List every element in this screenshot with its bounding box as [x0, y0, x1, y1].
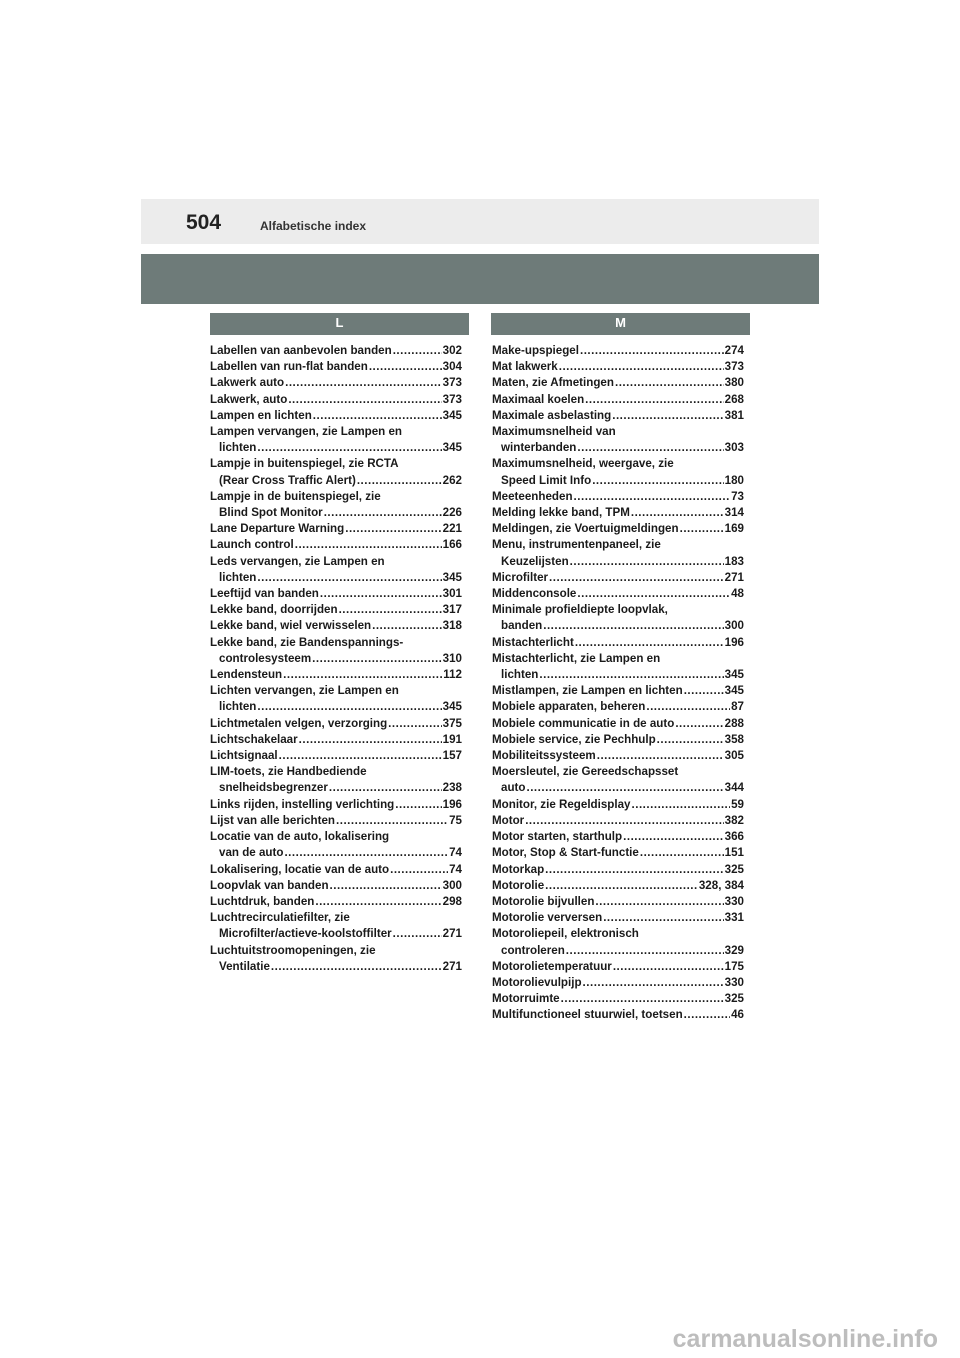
index-entry-page: 318	[442, 619, 462, 633]
index-entry-text: Mobiele apparaten, beheren	[492, 700, 646, 714]
index-entry-page: 300	[724, 619, 744, 633]
index-entry	[210, 894, 462, 910]
dot-leader	[395, 797, 441, 813]
index-entry	[492, 359, 744, 375]
index-entry-text: Monitor, zie Regeldisplay	[492, 797, 631, 811]
index-entry	[210, 635, 462, 667]
index-entry-heading: Mistachterlicht, zie Lampen en	[492, 651, 661, 665]
dot-leader	[675, 716, 723, 732]
index-entry-text: Motorolie bijvullen	[492, 894, 595, 908]
index-entry	[492, 456, 744, 488]
index-entry	[210, 943, 462, 975]
index-entry-text: snelheidsbegrenzer	[219, 781, 328, 795]
dot-leader	[369, 359, 442, 375]
dot-leader	[393, 926, 442, 942]
index-entry-page: 183	[724, 554, 744, 568]
index-entry-heading: Maximumsnelheid, weergave, zie	[492, 457, 674, 471]
dot-leader	[595, 894, 723, 910]
index-entry-text: Maximaal koelen	[492, 392, 585, 406]
index-entry-page: 48	[731, 587, 744, 601]
index-entry-text: auto	[501, 781, 526, 795]
index-entry	[492, 894, 744, 910]
index-entry	[210, 829, 462, 861]
index-entry-text: Lichtsignaal	[210, 749, 278, 763]
index-entry-page: 366	[724, 830, 744, 844]
dot-leader	[388, 716, 441, 732]
dot-leader	[561, 991, 724, 1007]
index-entry-text: Blind Spot Monitor	[219, 506, 323, 520]
index-entry	[210, 359, 462, 375]
index-entry-text: controleren	[501, 943, 565, 957]
dot-leader	[543, 618, 723, 634]
index-column-l	[210, 343, 462, 975]
index-entry-text: Motorolievulpijp	[492, 975, 582, 989]
index-entry-heading: Luchtuitstroomopeningen, zie	[210, 943, 376, 957]
index-entry	[210, 797, 462, 813]
index-entry-text: Lekke band, wiel verwisselen	[210, 619, 372, 633]
dot-leader	[632, 797, 731, 813]
decorative-band	[141, 254, 819, 304]
index-entry-page: 330	[724, 975, 744, 989]
index-entry	[492, 959, 744, 975]
index-entry-text: Labellen van aanbevolen banden	[210, 344, 392, 357]
index-entry-text: Maten, zie Afmetingen	[492, 376, 614, 390]
index-entry	[492, 926, 744, 958]
index-entry-text: Motorolie	[492, 878, 545, 892]
index-entry-page: 191	[442, 732, 462, 746]
dot-leader	[574, 489, 731, 505]
index-entry-page: 112	[443, 668, 462, 682]
index-entry-heading: Leds vervangen, zie Lampen en	[210, 554, 385, 568]
dot-leader	[257, 440, 441, 456]
page-number: 504	[186, 211, 222, 234]
dot-leader	[613, 959, 724, 975]
index-entry-page: 74	[449, 846, 462, 860]
dot-leader	[295, 537, 442, 553]
watermark: carmanualsonline.info	[672, 1325, 938, 1353]
index-entry-text: Ventilatie	[219, 959, 270, 973]
index-entry-heading: Locatie van de auto, lokalisering	[210, 830, 390, 844]
index-entry-heading: Menu, instrumentenpaneel, zie	[492, 538, 661, 552]
index-entry-page: 344	[724, 781, 744, 795]
index-entry	[210, 554, 462, 586]
index-entry-text: Motorolie verversen	[492, 911, 603, 925]
dot-leader	[330, 878, 442, 894]
index-entry	[210, 716, 462, 732]
dot-leader	[285, 375, 442, 391]
index-entry	[210, 602, 462, 618]
index-entry	[492, 1007, 744, 1023]
index-entry	[492, 408, 744, 424]
index-entry-page: 345	[724, 668, 744, 682]
dot-leader	[583, 975, 724, 991]
index-entry-page: 314	[724, 506, 744, 520]
index-entry-text: Keuzelijsten	[501, 554, 569, 568]
index-entry-page: 271	[442, 927, 462, 941]
index-entry-text: Lakwerk auto	[210, 376, 285, 390]
index-entry-text: Motorruimte	[492, 992, 560, 1006]
index-entry-text: Lampen en lichten	[210, 408, 312, 422]
index-entry	[210, 862, 462, 878]
index-entry-page: 325	[724, 992, 744, 1006]
dot-leader	[684, 1007, 730, 1023]
dot-leader	[603, 910, 723, 926]
dot-leader	[312, 651, 442, 667]
index-entry-page: 166	[442, 538, 462, 552]
dot-leader	[539, 667, 723, 683]
dot-leader	[390, 862, 448, 878]
dot-leader	[549, 570, 724, 586]
index-entry-page: 75	[449, 813, 462, 827]
index-entry-page: 268	[724, 392, 744, 406]
dot-leader	[283, 667, 442, 683]
index-entry-text: Lendensteun	[210, 668, 283, 682]
dot-leader	[279, 748, 442, 764]
index-entry-text: lichten	[219, 441, 257, 455]
section-title: Alfabetische index	[260, 219, 367, 233]
index-entry-text: Luchtdruk, banden	[210, 894, 315, 908]
dot-leader	[657, 732, 724, 748]
dot-leader	[577, 440, 723, 456]
index-entry-page: 46	[731, 1008, 744, 1022]
index-entry-text: Meldingen, zie Voertuigmeldingen	[492, 522, 679, 536]
index-entry-text: Mistlampen, zie Lampen en lichten	[492, 684, 683, 698]
index-entry	[492, 813, 744, 829]
index-entry	[210, 408, 462, 424]
dot-leader	[566, 943, 724, 959]
index-entry-page: 196	[442, 797, 462, 811]
index-entry-page: 73	[731, 489, 744, 503]
index-entry	[210, 375, 462, 391]
index-entry	[210, 732, 462, 748]
index-entry-text: Mobiele communicatie in de auto	[492, 716, 675, 730]
index-entry	[492, 651, 744, 683]
index-entry-heading: Moersleutel, zie Gereedschapsset	[492, 765, 679, 779]
index-entry	[210, 910, 462, 942]
dot-leader	[615, 375, 724, 391]
index-entry	[492, 716, 744, 732]
dot-leader	[559, 359, 724, 375]
index-entry-text: Mobiliteitssysteem	[492, 749, 596, 763]
index-entry-text: Middenconsole	[492, 587, 577, 601]
index-entry-page: 196	[724, 635, 744, 649]
index-entry	[492, 991, 744, 1007]
dot-leader	[329, 780, 442, 796]
dot-leader	[580, 343, 724, 359]
header-band	[141, 199, 819, 244]
index-entry-text: Maximale asbelasting	[492, 408, 612, 422]
index-entry-text: banden	[501, 619, 543, 633]
index-entry	[492, 845, 744, 861]
index-entry-page: 375	[442, 716, 462, 730]
index-entry-text: Mistachterlicht	[492, 635, 574, 649]
index-entry-page: 381	[724, 408, 744, 422]
dot-leader	[288, 392, 441, 408]
index-entry-page: 331	[724, 911, 744, 925]
index-entry	[492, 975, 744, 991]
index-entry-text: Lijst van alle berichten	[210, 813, 335, 827]
dot-leader	[324, 505, 442, 521]
index-entry	[492, 424, 744, 456]
index-entry-heading: Lampje in buitenspiegel, zie RCTA	[210, 457, 399, 471]
dot-leader	[597, 748, 724, 764]
index-entry-page: 302	[442, 344, 462, 357]
index-entry-text: Mat lakwerk	[492, 360, 558, 374]
index-entry-page: 271	[724, 570, 744, 584]
index-entry-heading: Maximumsnelheid van	[492, 425, 616, 439]
index-entry-page: 345	[442, 441, 462, 455]
index-entry	[492, 635, 744, 651]
index-entry-text: Labellen van run-flat banden	[210, 360, 368, 374]
dot-leader	[313, 408, 442, 424]
index-entry	[210, 683, 462, 715]
index-entry	[210, 878, 462, 894]
index-entry-page: 310	[442, 651, 462, 665]
index-entry	[210, 667, 462, 683]
index-entry-heading: Lampje in de buitenspiegel, zie	[210, 489, 381, 503]
index-entry	[210, 392, 462, 408]
index-entry	[210, 586, 462, 602]
index-entry	[492, 878, 744, 894]
dot-leader	[592, 473, 723, 489]
index-entry-page: 59	[731, 797, 744, 811]
index-entry-page: 221	[442, 522, 462, 536]
index-entry	[210, 618, 462, 634]
index-entry-page: 304	[442, 360, 462, 374]
index-entry-page: 288	[724, 716, 744, 730]
index-entry-page: 329	[724, 943, 744, 957]
index-entry-page: 157	[442, 749, 462, 763]
index-entry-heading: Lichten vervangen, zie Lampen en	[210, 684, 399, 698]
index-entry-text: winterbanden	[501, 441, 577, 455]
index-entry	[210, 343, 462, 359]
index-entry	[492, 537, 744, 569]
index-entry-page: 169	[724, 522, 744, 536]
index-entry-text: Lane Departure Warning	[210, 522, 345, 536]
dot-leader	[545, 862, 723, 878]
index-entry-heading: LIM-toets, zie Handbediende	[210, 765, 367, 779]
index-entry-page: 300	[442, 878, 462, 892]
dot-leader	[393, 343, 442, 359]
index-entry	[492, 489, 744, 505]
index-entry-page: 274	[724, 344, 744, 357]
index-entry-page: 373	[442, 392, 462, 406]
dot-leader	[320, 586, 442, 602]
index-entry-page: 151	[724, 846, 744, 860]
index-entry	[210, 813, 462, 829]
dot-leader	[545, 878, 698, 894]
index-entry	[210, 537, 462, 553]
index-entry-page: 345	[442, 408, 462, 422]
dot-leader	[299, 732, 442, 748]
index-entry-text: Launch control	[210, 538, 294, 552]
index-entry-page: 382	[724, 813, 744, 827]
index-entry-heading: Minimale profieldiepte loopvlak,	[492, 603, 668, 617]
index-entry-text: Mobiele service, zie Pechhulp	[492, 732, 656, 746]
index-entry-text: Microfilter	[492, 570, 549, 584]
index-entry-text: van de auto	[219, 846, 284, 860]
index-entry	[492, 748, 744, 764]
index-entry-text: Motorolietemperatuur	[492, 959, 612, 973]
index-entry-text: Microfilter/actieve-koolstoffilter	[219, 927, 392, 941]
index-entry	[492, 392, 744, 408]
index-entry-page: 328, 384	[698, 878, 744, 892]
index-entry	[492, 732, 744, 748]
dot-leader	[631, 505, 724, 521]
index-entry-heading: Motoroliepeil, elektronisch	[492, 927, 639, 941]
index-entry-text: Loopvlak van banden	[210, 878, 329, 892]
dot-leader	[271, 959, 442, 975]
index-entry	[210, 764, 462, 796]
index-entry-text: Lokalisering, locatie van de auto	[210, 862, 390, 876]
index-entry-text: Motorkap	[492, 862, 545, 876]
index-entry	[492, 602, 744, 634]
dot-leader	[336, 813, 448, 829]
index-entry-text: Melding lekke band, TPM	[492, 506, 630, 520]
column-heading-l: L	[210, 313, 469, 335]
index-entry	[492, 375, 744, 391]
index-entry	[492, 862, 744, 878]
index-entry	[492, 343, 744, 359]
dot-leader	[646, 699, 730, 715]
column-heading-m: M	[491, 313, 750, 335]
index-entry-page: 345	[442, 700, 462, 714]
index-entry-text: Lekke band, doorrijden	[210, 603, 338, 617]
index-entry-page: 345	[442, 570, 462, 584]
index-entry-page: 303	[724, 441, 744, 455]
index-entry-page: 87	[731, 700, 744, 714]
dot-leader	[680, 521, 724, 537]
dot-leader	[570, 554, 724, 570]
index-entry-page: 345	[724, 684, 744, 698]
dot-leader	[585, 392, 724, 408]
index-entry-text: Motor starten, starthulp	[492, 830, 623, 844]
index-entry-page: 175	[724, 959, 744, 973]
index-column-m	[492, 343, 744, 1024]
dot-leader	[575, 635, 724, 651]
index-entry	[210, 748, 462, 764]
index-entry-page: 380	[724, 376, 744, 390]
index-entry-page: 373	[724, 360, 744, 374]
index-entry-page: 74	[449, 862, 462, 876]
dot-leader	[357, 473, 442, 489]
dot-leader	[612, 408, 723, 424]
dot-leader	[525, 813, 723, 829]
dot-leader	[623, 829, 724, 845]
index-entry	[492, 829, 744, 845]
index-entry-page: 271	[442, 959, 462, 973]
index-entry-text: lichten	[219, 570, 257, 584]
dot-leader	[315, 894, 441, 910]
index-entry-text: Speed Limit Info	[501, 473, 592, 487]
dot-leader	[640, 845, 724, 861]
index-entry	[492, 699, 744, 715]
dot-leader	[339, 602, 442, 618]
index-entry	[210, 456, 462, 488]
index-entry-text: (Rear Cross Traffic Alert)	[219, 473, 356, 487]
index-entry	[492, 586, 744, 602]
index-entry-text: Meeteenheden	[492, 489, 573, 503]
index-entry-text: Motor	[492, 813, 525, 827]
index-entry-page: 305	[724, 749, 744, 763]
index-entry-text: controlesysteem	[219, 651, 312, 665]
index-entry	[492, 505, 744, 521]
index-entry-text: Leeftijd van banden	[210, 587, 319, 601]
index-entry-page: 325	[724, 862, 744, 876]
dot-leader	[257, 699, 441, 715]
index-entry-text: lichten	[219, 700, 257, 714]
index-entry-heading: Luchtrecirculatiefilter, zie	[210, 911, 350, 925]
index-entry-heading: Lampen vervangen, zie Lampen en	[210, 425, 402, 439]
index-entry-page: 317	[442, 603, 462, 617]
dot-leader	[372, 618, 442, 634]
index-entry-page: 373	[442, 376, 462, 390]
index-entry-text: Make-upspiegel	[492, 344, 579, 357]
index-entry-text: Lichtschakelaar	[210, 732, 298, 746]
index-entry	[492, 910, 744, 926]
index-entry-page: 301	[442, 587, 462, 601]
index-entry	[210, 521, 462, 537]
index-entry-page: 262	[442, 473, 462, 487]
index-entry	[210, 424, 462, 456]
index-entry-text: Lichtmetalen velgen, verzorging	[210, 716, 388, 730]
index-entry-text: Multifunctioneel stuurwiel, toetsen	[492, 1008, 683, 1022]
dot-leader	[345, 521, 441, 537]
index-entry-page: 180	[724, 473, 744, 487]
index-entry	[210, 489, 462, 521]
dot-leader	[577, 586, 730, 602]
dot-leader	[526, 780, 723, 796]
index-entry-page: 298	[442, 894, 462, 908]
index-entry-text: Lakwerk, auto	[210, 392, 288, 406]
index-entry-heading: Lekke band, zie Bandenspannings-	[210, 635, 404, 649]
index-entry-page: 330	[724, 894, 744, 908]
index-entry	[492, 570, 744, 586]
index-entry	[492, 797, 744, 813]
dot-leader	[284, 845, 448, 861]
index-entry	[492, 521, 744, 537]
index-entry-page: 238	[442, 781, 462, 795]
index-entry	[492, 764, 744, 796]
dot-leader	[684, 683, 724, 699]
dot-leader	[257, 570, 441, 586]
index-entry-page: 358	[724, 732, 744, 746]
index-entry-text: lichten	[501, 668, 539, 682]
index-entry-page: 226	[442, 506, 462, 520]
index-entry	[492, 683, 744, 699]
index-entry-text: Motor, Stop & Start-functie	[492, 846, 639, 860]
index-entry-text: Links rijden, instelling verlichting	[210, 797, 395, 811]
